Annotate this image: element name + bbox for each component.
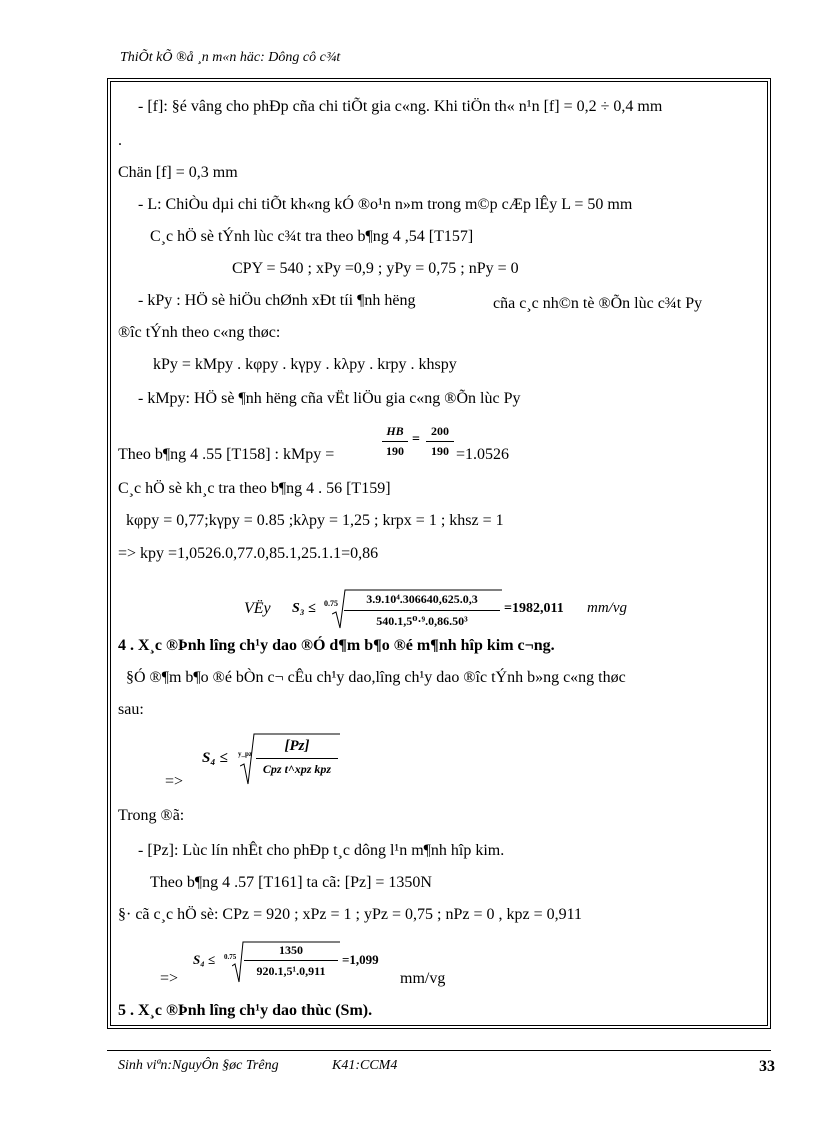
text-line: Chän [f] = 0,3 mm <box>118 164 238 181</box>
fraction-bar <box>256 758 338 759</box>
fraction-numerator: 3.9.10⁴.306640,625.0,3 <box>366 592 478 606</box>
text-line: - kPy : HÖ sè hiÖu chØnh xÐt tíi ¶nh hëng <box>138 292 416 309</box>
text-line: - [f]: §é vâng cho phÐp cña chi tiÕt gia c«ng. Khi tiÖn th« n¹n [f] = 0,2 ÷ 0,4 mm <box>138 98 663 115</box>
page-number: 33 <box>759 1058 775 1075</box>
implies-arrow: => <box>160 970 179 987</box>
text-line: - [Pz]: Lùc lín nhÊt cho phÐp t¸c dông l¹n m¶nh hîp kim. <box>138 842 505 859</box>
text-line: Theo b¶ng 4 .55 [T158] : kMpy = <box>118 446 335 463</box>
text-line: Trong ®ã: <box>118 807 185 824</box>
section-heading-5: 5 . X¸c ®Þnh lîng ch¹y dao thùc (Sm). <box>118 1002 373 1019</box>
unit-label: mm/vg <box>587 600 627 616</box>
fraction-bar <box>426 441 454 442</box>
fraction-denominator: 920.1,5¹.0,911 <box>256 964 326 978</box>
fraction-numerator: [Pz] <box>284 738 310 754</box>
text-line: CPY = 540 ; xPy =0,9 ; yPy = 0,75 ; nPy = 0 <box>232 260 519 277</box>
text-line: => kpy =1,0526.0,77.0,85.1,25.1.1=0,86 <box>118 545 379 562</box>
text-line: Theo b¶ng 4 .57 [T161] ta cã: [Pz] = 1350N <box>150 874 432 891</box>
text-line: - L: ChiÒu dµi chi tiÕt kh«ng kÓ ®o¹n n»m trong m©p cÆp lÊy L = 50 mm <box>138 196 633 213</box>
running-header: ThiÕt kÕ ®å ¸n m«n häc: Dông cô c¾t <box>120 50 341 65</box>
text-line: =1.0526 <box>456 446 510 463</box>
footer-rule <box>107 1050 771 1051</box>
text-line: cña c¸c nh©n tè ®Õn lùc c¾t Py <box>493 295 703 312</box>
root-index: y_pz <box>238 750 252 758</box>
section-heading-4: 4 . X¸c ®Þnh lîng ch¹y dao ®Ó d¶m b¶o ®é m¶nh hîp kim c¬ng. <box>118 637 555 654</box>
fraction-denominator: 190 <box>386 444 404 458</box>
formula-lhs: S₄ ≤ <box>193 952 216 967</box>
fraction-denominator: 540.1,5⁰·⁹.0,86.50³ <box>376 614 468 628</box>
fraction-denominator: 190 <box>431 444 449 458</box>
implies-arrow: => <box>165 773 184 790</box>
unit-label: mm/vg <box>400 970 446 987</box>
fraction-bar <box>344 610 500 611</box>
fraction-numerator: 1350 <box>279 943 303 957</box>
text-line: . <box>118 132 122 149</box>
fraction-denominator: Cpz t^xpz kpz <box>262 762 332 776</box>
formula-lhs: S₃ ≤ <box>292 601 316 616</box>
fraction-bar <box>244 960 338 961</box>
formula-result: =1982,011 <box>504 601 564 616</box>
text-line: - kMpy: HÖ sè ¶nh hëng cña vËt liÖu gia c«ng ®Õn lùc Py <box>138 390 521 407</box>
formula-result: =1,099 <box>342 952 379 967</box>
fraction-numerator: HB <box>386 424 404 438</box>
formula-lhs: S₄ ≤ <box>202 750 228 766</box>
text-line: §· cã c¸c hÖ sè: CPz = 920 ; xPz = 1 ; yPz = 0,75 ; nPz = 0 , kpz = 0,911 <box>118 906 583 923</box>
text-line: C¸c hÖ sè kh¸c tra theo b¶ng 4 . 56 [T159] <box>118 480 391 497</box>
text-line: ®îc tÝnh theo c«ng thøc: <box>118 324 281 341</box>
text-line: kφpy = 0,77;kγpy = 0.85 ;kλpy = 1,25 ; krpx = 1 ; khsz = 1 <box>126 512 504 529</box>
equals-sign: = <box>412 432 420 447</box>
root-index: 0.75 <box>324 599 338 608</box>
text-lead: VËy <box>244 600 271 617</box>
footer-student: Sinh viªn:NguyÔn §øc Trêng <box>118 1058 279 1073</box>
root-index: 0.75 <box>224 953 237 961</box>
text-line: sau: <box>118 701 144 718</box>
text-line: §Ó ®¶m b¶o ®é bÒn c¬ cÊu ch¹y dao,lîng ch¹y dao ®îc tÝnh b»ng c«ng thøc <box>126 669 626 686</box>
footer-class: K41:CCM4 <box>332 1058 398 1073</box>
text-line: C¸c hÖ sè tÝnh lùc c¾t tra theo b¶ng 4 ,54 [T157] <box>150 228 474 245</box>
fraction-numerator: 200 <box>431 424 449 438</box>
formula-line: kPy = kMpy . kφpy . kγpy . kλpy . krpy . khspy <box>153 356 457 373</box>
fraction-bar <box>382 441 408 442</box>
